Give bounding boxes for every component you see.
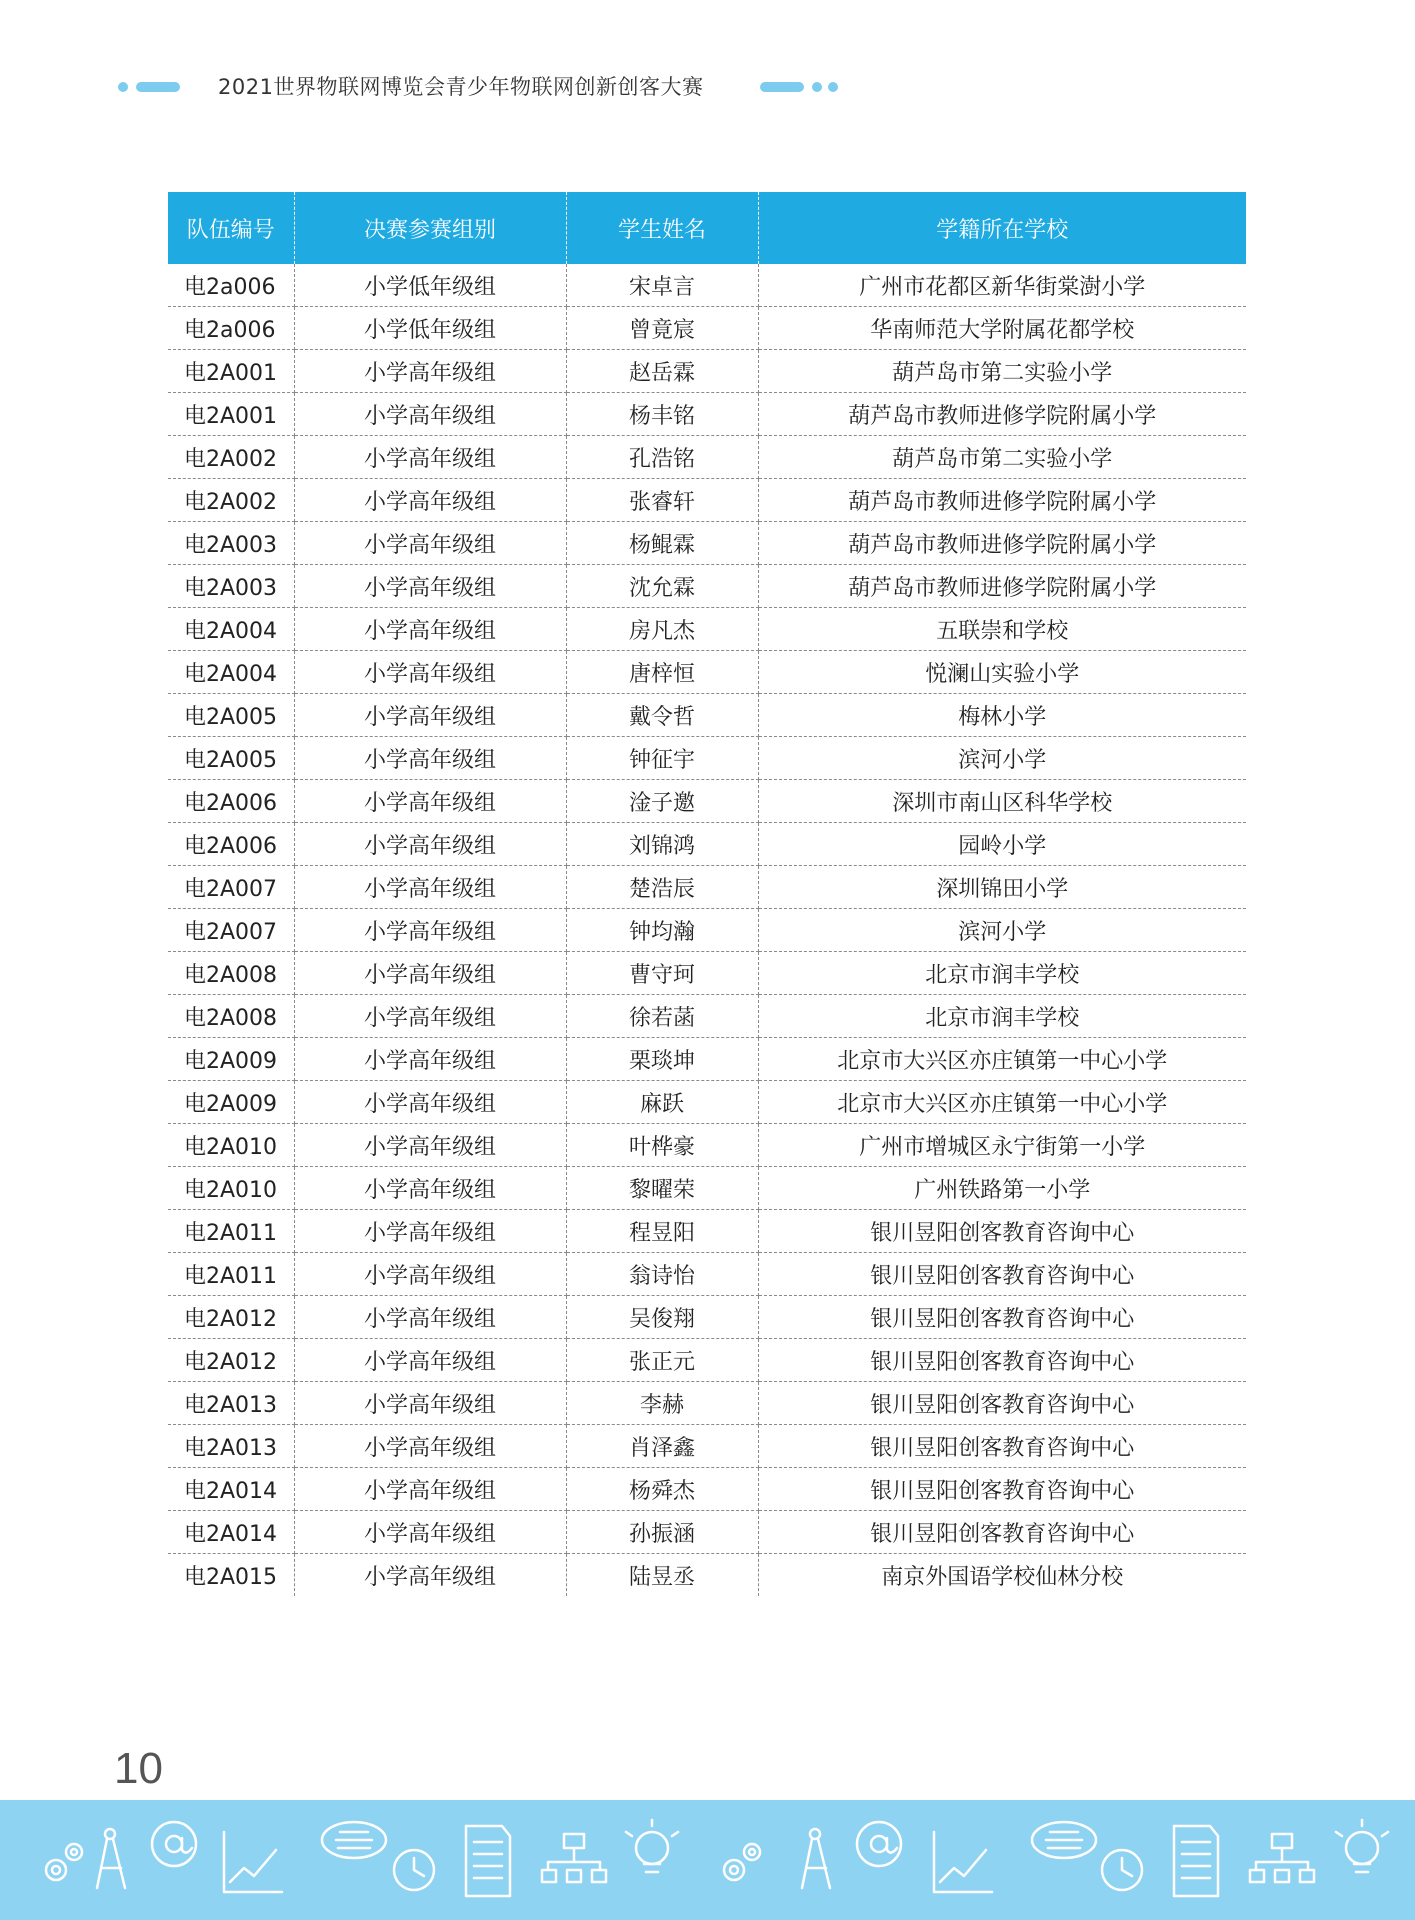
cell-school: 广州市花都区新华街棠澍小学 [758,264,1246,307]
flowchart-icon [542,1834,606,1882]
cell-group: 小学低年级组 [294,307,566,350]
table-row [168,995,1246,1038]
table-row [168,350,1246,393]
cell-group: 小学高年级组 [294,866,566,909]
header-title: 2021世界物联网博览会青少年物联网创新创客大赛 [218,75,704,99]
cell-student-name: 张正元 [566,1339,758,1382]
cell-team-id: 电2A007 [168,909,294,952]
cell-student-name: 吴俊翔 [566,1296,758,1339]
cell-student-name: 杨鲲霖 [566,522,758,565]
cell-school: 银川昱阳创客教育咨询中心 [758,1425,1246,1468]
footer-band [0,1800,1415,1920]
cell-school: 葫芦岛市教师进修学院附属小学 [758,393,1246,436]
cell-group: 小学高年级组 [294,1296,566,1339]
cell-student-name: 钟均瀚 [566,909,758,952]
table-row [168,823,1246,866]
header-right-decoration [760,82,840,92]
cell-student-name: 戴令哲 [566,694,758,737]
table-row [168,1339,1246,1382]
cell-group: 小学高年级组 [294,1081,566,1124]
cell-student-name: 杨舜杰 [566,1468,758,1511]
cell-school: 银川昱阳创客教育咨询中心 [758,1253,1246,1296]
cell-team-id: 电2A004 [168,608,294,651]
table-row [168,1296,1246,1339]
document-icon [466,1826,510,1896]
cell-student-name: 淦子邀 [566,780,758,823]
cell-student-name: 程昱阳 [566,1210,758,1253]
document-icon [1174,1826,1218,1896]
table-row [168,1382,1246,1425]
cell-group: 小学高年级组 [294,1124,566,1167]
table-row [168,1167,1246,1210]
cell-team-id: 电2A012 [168,1296,294,1339]
cell-group: 小学高年级组 [294,1038,566,1081]
cell-school: 五联崇和学校 [758,608,1246,651]
cell-group: 小学高年级组 [294,1339,566,1382]
cell-team-id: 电2a006 [168,264,294,307]
gears-icon [46,1844,82,1880]
cell-school: 华南师范大学附属花都学校 [758,307,1246,350]
cell-group: 小学高年级组 [294,823,566,866]
table-row [168,1210,1246,1253]
lightbulb-icon [1336,1820,1388,1872]
cell-group: 小学高年级组 [294,1554,566,1597]
cell-school: 银川昱阳创客教育咨询中心 [758,1296,1246,1339]
cell-school: 广州铁路第一小学 [758,1167,1246,1210]
cell-student-name: 刘锦鸿 [566,823,758,866]
cell-group: 小学高年级组 [294,1253,566,1296]
cell-team-id: 电2A003 [168,522,294,565]
table-row [168,866,1246,909]
table-row [168,694,1246,737]
cell-team-id: 电2A008 [168,952,294,995]
cell-team-id: 电2A006 [168,823,294,866]
table-row [168,1468,1246,1511]
cell-student-name: 孙振涵 [566,1511,758,1554]
cell-group: 小学高年级组 [294,479,566,522]
cell-team-id: 电2A010 [168,1124,294,1167]
cell-team-id: 电2A009 [168,1038,294,1081]
column-header-student-name: 学生姓名 [566,192,758,264]
cell-team-id: 电2A006 [168,780,294,823]
footer-icons [0,1800,1415,1920]
cell-team-id: 电2A007 [168,866,294,909]
lightbulb-icon [626,1820,678,1872]
cell-school: 北京市润丰学校 [758,995,1246,1038]
cell-team-id: 电2A013 [168,1425,294,1468]
cell-team-id: 电2A005 [168,694,294,737]
cell-school: 园岭小学 [758,823,1246,866]
line-chart-icon [224,1832,282,1892]
cell-team-id: 电2A002 [168,479,294,522]
cell-group: 小学高年级组 [294,393,566,436]
table-row [168,909,1246,952]
cell-team-id: 电2A001 [168,350,294,393]
cell-team-id: 电2a006 [168,307,294,350]
cell-school: 银川昱阳创客教育咨询中心 [758,1339,1246,1382]
cell-student-name: 李赫 [566,1382,758,1425]
cell-school: 银川昱阳创客教育咨询中心 [758,1210,1246,1253]
cell-student-name: 曾竟宸 [566,307,758,350]
table-row [168,1124,1246,1167]
cell-school: 葫芦岛市第二实验小学 [758,436,1246,479]
cell-school: 银川昱阳创客教育咨询中心 [758,1468,1246,1511]
cell-school: 葫芦岛市教师进修学院附属小学 [758,565,1246,608]
cell-team-id: 电2A015 [168,1554,294,1597]
cell-group: 小学高年级组 [294,995,566,1038]
cell-student-name: 翁诗怡 [566,1253,758,1296]
cell-school: 北京市大兴区亦庄镇第一中心小学 [758,1038,1246,1081]
table-row [168,651,1246,694]
table-row [168,1038,1246,1081]
table-header-row [168,192,1246,264]
cell-team-id: 电2A012 [168,1339,294,1382]
cell-group: 小学高年级组 [294,1167,566,1210]
cell-school: 葫芦岛市第二实验小学 [758,350,1246,393]
cell-student-name: 沈允霖 [566,565,758,608]
clock-icon [394,1850,434,1890]
gears-icon [724,1844,760,1880]
speech-bubble-icon [1032,1822,1096,1858]
table-row [168,522,1246,565]
cell-group: 小学高年级组 [294,651,566,694]
line-chart-icon [934,1832,992,1892]
compass-icon [97,1829,125,1888]
cell-school: 银川昱阳创客教育咨询中心 [758,1382,1246,1425]
column-header-school: 学籍所在学校 [758,192,1246,264]
table-row [168,1554,1246,1597]
cell-student-name: 陆昱丞 [566,1554,758,1597]
cell-group: 小学高年级组 [294,694,566,737]
cell-school: 滨河小学 [758,909,1246,952]
cell-group: 小学高年级组 [294,565,566,608]
cell-group: 小学高年级组 [294,780,566,823]
cell-student-name: 杨丰铭 [566,393,758,436]
table-row [168,1511,1246,1554]
table-row [168,737,1246,780]
cell-team-id: 电2A010 [168,1167,294,1210]
at-sign-icon [152,1822,196,1866]
cell-team-id: 电2A003 [168,565,294,608]
cell-group: 小学低年级组 [294,264,566,307]
clock-icon [1102,1850,1142,1890]
cell-group: 小学高年级组 [294,1210,566,1253]
cell-student-name: 栗琰坤 [566,1038,758,1081]
table-row [168,1425,1246,1468]
cell-group: 小学高年级组 [294,522,566,565]
cell-group: 小学高年级组 [294,1425,566,1468]
cell-group: 小学高年级组 [294,1468,566,1511]
at-sign-icon [857,1822,901,1866]
participants-table [168,192,1246,1596]
cell-student-name: 曹守珂 [566,952,758,995]
table-row [168,780,1246,823]
cell-team-id: 电2A004 [168,651,294,694]
cell-school: 广州市增城区永宁街第一小学 [758,1124,1246,1167]
cell-student-name: 钟征宇 [566,737,758,780]
cell-team-id: 电2A011 [168,1210,294,1253]
cell-team-id: 电2A005 [168,737,294,780]
table-row [168,1081,1246,1124]
cell-group: 小学高年级组 [294,436,566,479]
cell-student-name: 麻跃 [566,1081,758,1124]
cell-student-name: 黎曜荣 [566,1167,758,1210]
column-header-group: 决赛参赛组别 [294,192,566,264]
cell-student-name: 唐梓恒 [566,651,758,694]
cell-team-id: 电2A008 [168,995,294,1038]
cell-team-id: 电2A001 [168,393,294,436]
cell-team-id: 电2A014 [168,1468,294,1511]
cell-group: 小学高年级组 [294,1382,566,1425]
cell-group: 小学高年级组 [294,350,566,393]
cell-school: 深圳市南山区科华学校 [758,780,1246,823]
table-row [168,393,1246,436]
cell-group: 小学高年级组 [294,608,566,651]
cell-group: 小学高年级组 [294,952,566,995]
cell-school: 深圳锦田小学 [758,866,1246,909]
table-row [168,565,1246,608]
cell-student-name: 赵岳霖 [566,350,758,393]
table-row [168,1253,1246,1296]
page-number: 10 [114,1744,163,1793]
table-row [168,608,1246,651]
cell-school: 梅林小学 [758,694,1246,737]
cell-group: 小学高年级组 [294,909,566,952]
cell-student-name: 肖泽鑫 [566,1425,758,1468]
speech-bubble-icon [322,1822,386,1858]
table-row [168,436,1246,479]
cell-school: 银川昱阳创客教育咨询中心 [758,1511,1246,1554]
table-row [168,264,1246,307]
cell-student-name: 宋卓言 [566,264,758,307]
cell-school: 南京外国语学校仙林分校 [881,1564,1124,1590]
cell-school: 悦澜山实验小学 [758,651,1246,694]
compass-icon [802,1829,830,1888]
page-header [0,72,1415,102]
cell-student-name: 张睿轩 [566,479,758,522]
header-left-decoration [118,82,180,92]
cell-school: 北京市大兴区亦庄镇第一中心小学 [758,1081,1246,1124]
cell-team-id: 电2A014 [168,1511,294,1554]
table-row [168,307,1246,350]
cell-team-id: 电2A002 [168,436,294,479]
cell-student-name: 叶桦豪 [566,1124,758,1167]
table-body [168,264,1246,1596]
cell-team-id: 电2A013 [168,1382,294,1425]
column-header-team-id: 队伍编号 [168,192,294,264]
cell-group: 小学高年级组 [294,737,566,780]
cell-school: 葫芦岛市教师进修学院附属小学 [758,522,1246,565]
flowchart-icon [1250,1834,1314,1882]
cell-school: 北京市润丰学校 [758,952,1246,995]
cell-student-name: 楚浩辰 [566,866,758,909]
cell-team-id: 电2A009 [168,1081,294,1124]
cell-school: 葫芦岛市教师进修学院附属小学 [758,479,1246,522]
cell-team-id: 电2A011 [168,1253,294,1296]
cell-school: 滨河小学 [758,737,1246,780]
table-row [168,952,1246,995]
cell-student-name: 徐若菡 [566,995,758,1038]
table-row [168,479,1246,522]
cell-student-name: 房凡杰 [566,608,758,651]
cell-student-name: 孔浩铭 [566,436,758,479]
cell-group: 小学高年级组 [294,1511,566,1554]
